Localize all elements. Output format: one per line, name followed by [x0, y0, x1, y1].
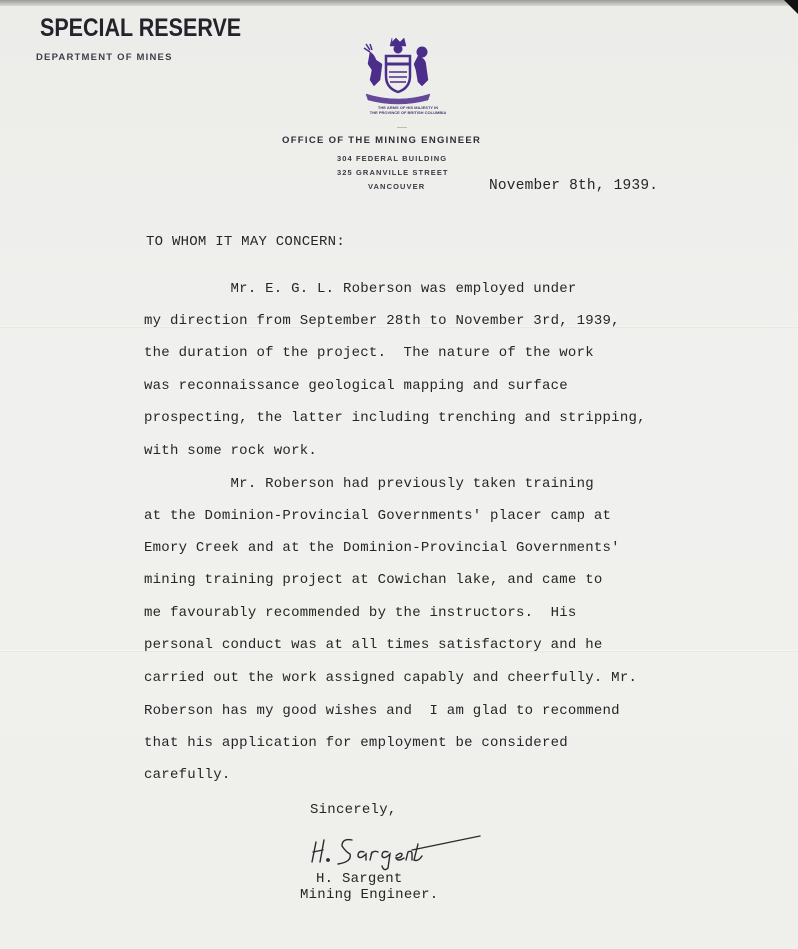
body-line: Roberson has my good wishes and I am glad to recommend [144, 703, 620, 719]
body-line: with some rock work. [144, 443, 318, 459]
body-line: carried out the work assigned capably and cheerfully. Mr. [144, 670, 638, 686]
body-line: Mr. Roberson had previously taken training [144, 476, 594, 492]
scan-top-edge [0, 0, 798, 6]
body-line: at the Dominion-Provincial Governments' placer camp at [144, 508, 612, 524]
department-label: DEPARTMENT OF MINES [36, 52, 173, 63]
body-line: prospecting, the latter including trenching and stripping, [144, 410, 646, 426]
divider [397, 127, 407, 128]
body-line: Emory Creek and at the Dominion-Provincial Governments' [144, 540, 620, 556]
body-line: me favourably recommended by the instructors. His [144, 605, 577, 621]
address-line: 325 GRANVILLE STREET [337, 168, 449, 177]
body-line: mining training project at Cowichan lake, and came to [144, 572, 603, 588]
scan-corner [784, 0, 798, 14]
handwritten-signature [308, 822, 488, 872]
body-line: was reconnaissance geological mapping and surface [144, 378, 568, 394]
body-line: that his application for employment be considered [144, 735, 568, 751]
crest-caption-line: THE PROVINCE OF BRITISH COLUMBIA [369, 110, 447, 115]
body-line: carefully. [144, 767, 231, 783]
crest-caption [352, 105, 464, 115]
special-reserve-stamp: SPECIAL RESERVE [40, 14, 242, 42]
address-city: VANCOUVER [368, 182, 426, 191]
letter-date: November 8th, 1939. [489, 178, 659, 194]
address-line: 304 FEDERAL BUILDING [337, 154, 448, 163]
body-line: the duration of the project. The nature of the work [144, 345, 594, 361]
body-line: personal conduct was at all times satisfactory and he [144, 637, 603, 653]
body-line: Mr. E. G. L. Roberson was employed under [144, 281, 577, 297]
signer-title: Mining Engineer. [300, 887, 439, 903]
signer-name: H. Sargent [316, 871, 403, 887]
office-title: OFFICE OF THE MINING ENGINEER [282, 135, 482, 146]
crest-caption-line: THE ARMS OF HIS MAJESTY IN [377, 105, 439, 110]
salutation: TO WHOM IT MAY CONCERN: [146, 234, 345, 250]
closing: Sincerely, [310, 802, 397, 818]
body-line: my direction from September 28th to November 3rd, 1939, [144, 313, 620, 329]
